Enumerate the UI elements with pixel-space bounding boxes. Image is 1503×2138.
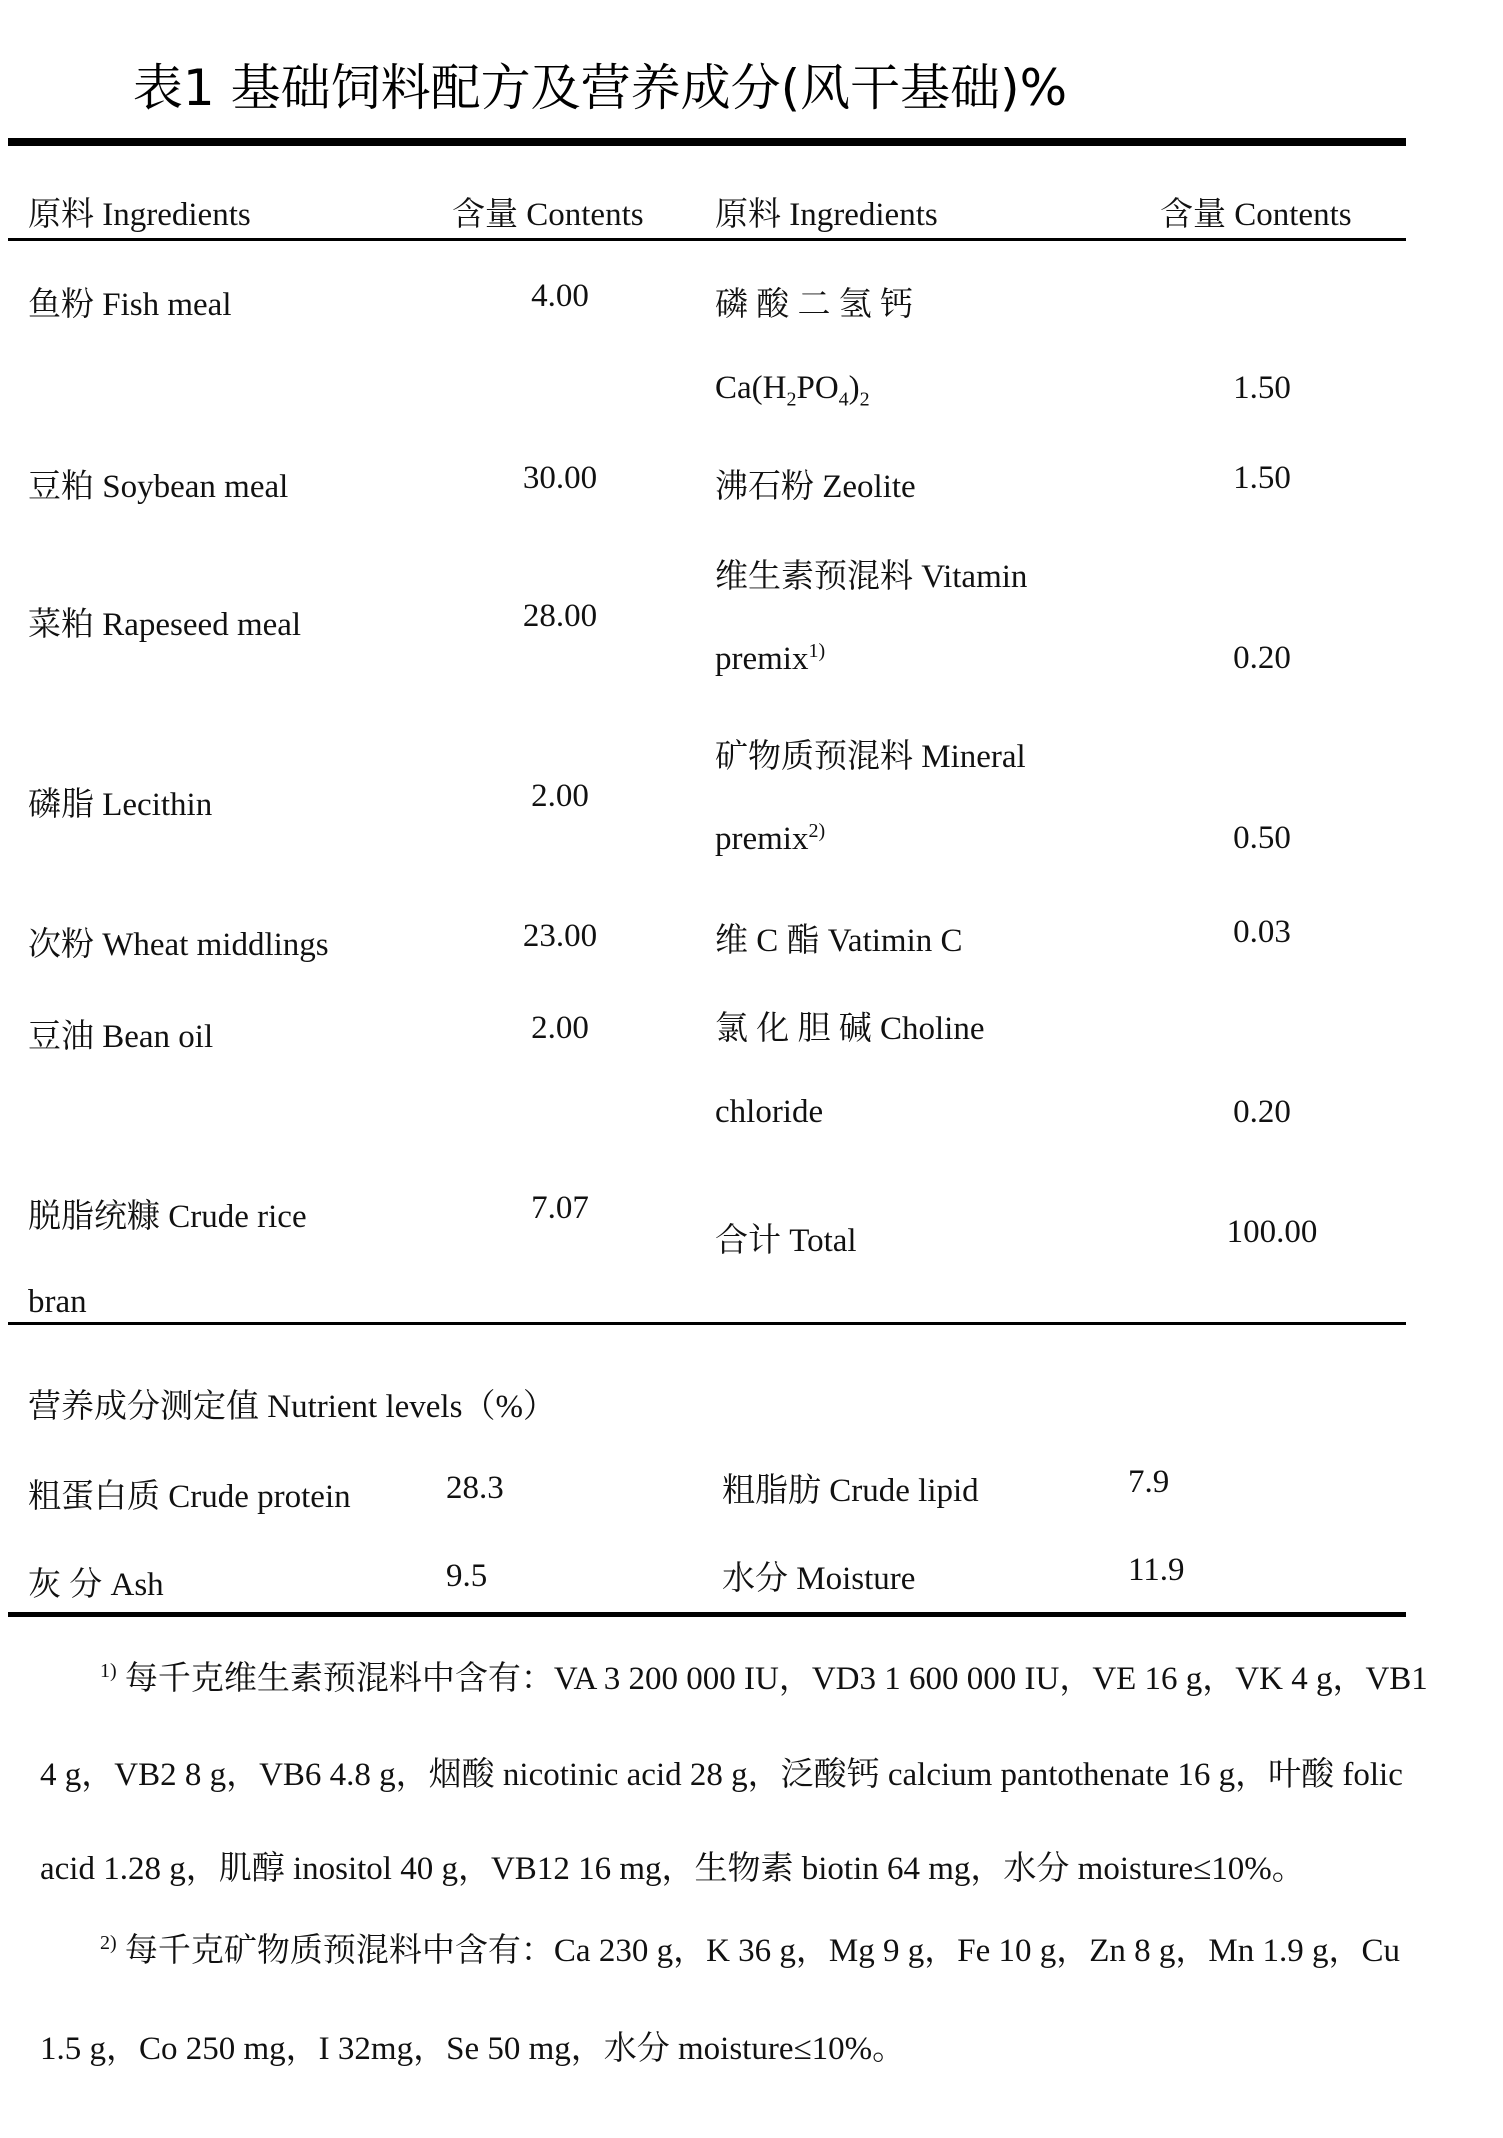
table-title: 表1 基础饲料配方及营养成分(风干基础)%: [132, 59, 1068, 117]
value-rapeseed-meal: 28.00: [522, 598, 598, 634]
ingredient-zeolite: 沸石粉 Zeolite: [715, 469, 916, 505]
value-calcium-phosphate: 1.50: [1233, 370, 1291, 406]
value-zeolite: 1.50: [1233, 460, 1291, 496]
header-ingredients-left: 原料 Ingredients: [28, 197, 251, 233]
nutrient-moisture-value: 11.9: [1128, 1552, 1185, 1588]
ingredient-total: 合计 Total: [715, 1223, 857, 1259]
nutrient-heading: 营养成分测定值 Nutrient levels（%）: [28, 1389, 556, 1425]
header-ingredients-right: 原料 Ingredients: [715, 197, 938, 233]
nutrient-crude-protein-value: 28.3: [446, 1470, 504, 1506]
value-wheat-middlings: 23.00: [522, 918, 598, 954]
ingredient-soybean-meal: 豆粕 Soybean meal: [28, 469, 289, 505]
value-fish-meal: 4.00: [531, 278, 589, 314]
ingredient-crude-rice-bran-cont: bran: [28, 1284, 87, 1320]
ingredient-crude-rice-bran: 脱脂统糠 Crude rice: [28, 1199, 307, 1235]
ingredient-fish-meal: 鱼粉 Fish meal: [28, 287, 232, 323]
ingredient-vitamin-c: 维 C 酯 Vatimin C: [715, 923, 963, 959]
ingredient-wheat-middlings: 次粉 Wheat middlings: [28, 927, 329, 963]
value-crude-rice-bran: 7.07: [531, 1190, 589, 1226]
value-total: 100.00: [1226, 1214, 1318, 1250]
nutrient-ash-value: 9.5: [446, 1558, 488, 1594]
header-contents-right: 含量 Contents: [1160, 197, 1352, 233]
nutrient-crude-protein: 粗蛋白质 Crude protein: [28, 1479, 351, 1515]
nutrient-crude-lipid: 粗脂肪 Crude lipid: [722, 1473, 979, 1509]
ingredient-vitamin-premix-cont: premix$^{1)}$: [715, 640, 826, 677]
nutrient-crude-lipid-value: 7.9: [1128, 1464, 1170, 1500]
header-rule: [8, 238, 1406, 241]
header-contents-left: 含量 Contents: [452, 197, 644, 233]
value-mineral-premix: 0.50: [1233, 820, 1291, 856]
ingredient-mineral-premix: 矿物质预混料 Mineral: [715, 739, 1026, 775]
value-vitamin-premix: 0.20: [1233, 640, 1291, 676]
value-soybean-meal: 30.00: [522, 460, 598, 496]
ingredient-mineral-premix-cont: premix$^{2)}$: [715, 820, 826, 857]
ingredients-bottom-rule: [8, 1322, 1406, 1325]
footnote-1-line-3: acid 1.28 g，肌醇 inositol 40 g，VB12 16 mg，生物素 biotin 64 mg，水分 moisture≤10%。: [40, 1851, 1305, 1887]
nutrient-moisture: 水分 Moisture: [722, 1561, 916, 1597]
ingredient-rapeseed-meal: 菜粕 Rapeseed meal: [28, 607, 302, 643]
nutrient-ash: 灰 分 Ash: [28, 1567, 164, 1603]
value-bean-oil: 2.00: [531, 1010, 589, 1046]
ingredient-calcium-phosphate: 磷 酸 二 氢 钙: [715, 287, 913, 323]
footnote-1-line-1: $^{1)}$ 每千克维生素预混料中含有：VA 3 200 000 IU，VD3 1 600 000 IU，VE 16 g，VK 4 g，VB1: [100, 1660, 1428, 1697]
footnote-2-line-2: 1.5 g，Co 250 mg，I 32mg，Se 50 mg，水分 moisture≤10%。: [40, 2031, 906, 2067]
value-vitamin-c: 0.03: [1233, 914, 1291, 950]
ingredient-calcium-phosphate-formula: $Ca(H_2PO_4)_2$: [715, 370, 870, 411]
value-lecithin: 2.00: [531, 778, 589, 814]
footnote-1-line-2: 4 g，VB2 8 g，VB6 4.8 g，烟酸 nicotinic acid 28 g，泛酸钙 calcium pantothenate 16 g，叶酸 folic: [40, 1757, 1403, 1793]
bottom-rule: [8, 1612, 1406, 1617]
footnote-2-line-1: $^{2)}$ 每千克矿物质预混料中含有：Ca 230 g，K 36 g，Mg 9 g，Fe 10 g，Zn 8 g，Mn 1.9 g，Cu: [100, 1932, 1401, 1969]
value-choline-chloride: 0.20: [1233, 1094, 1291, 1130]
ingredient-choline-chloride: 氯 化 胆 碱 Choline: [715, 1011, 985, 1047]
ingredient-lecithin: 磷脂 Lecithin: [28, 787, 213, 823]
ingredient-bean-oil: 豆油 Bean oil: [28, 1019, 214, 1055]
ingredient-vitamin-premix: 维生素预混料 Vitamin: [715, 559, 1028, 595]
top-rule: [8, 138, 1406, 146]
ingredient-choline-chloride-cont: chloride: [715, 1094, 824, 1130]
